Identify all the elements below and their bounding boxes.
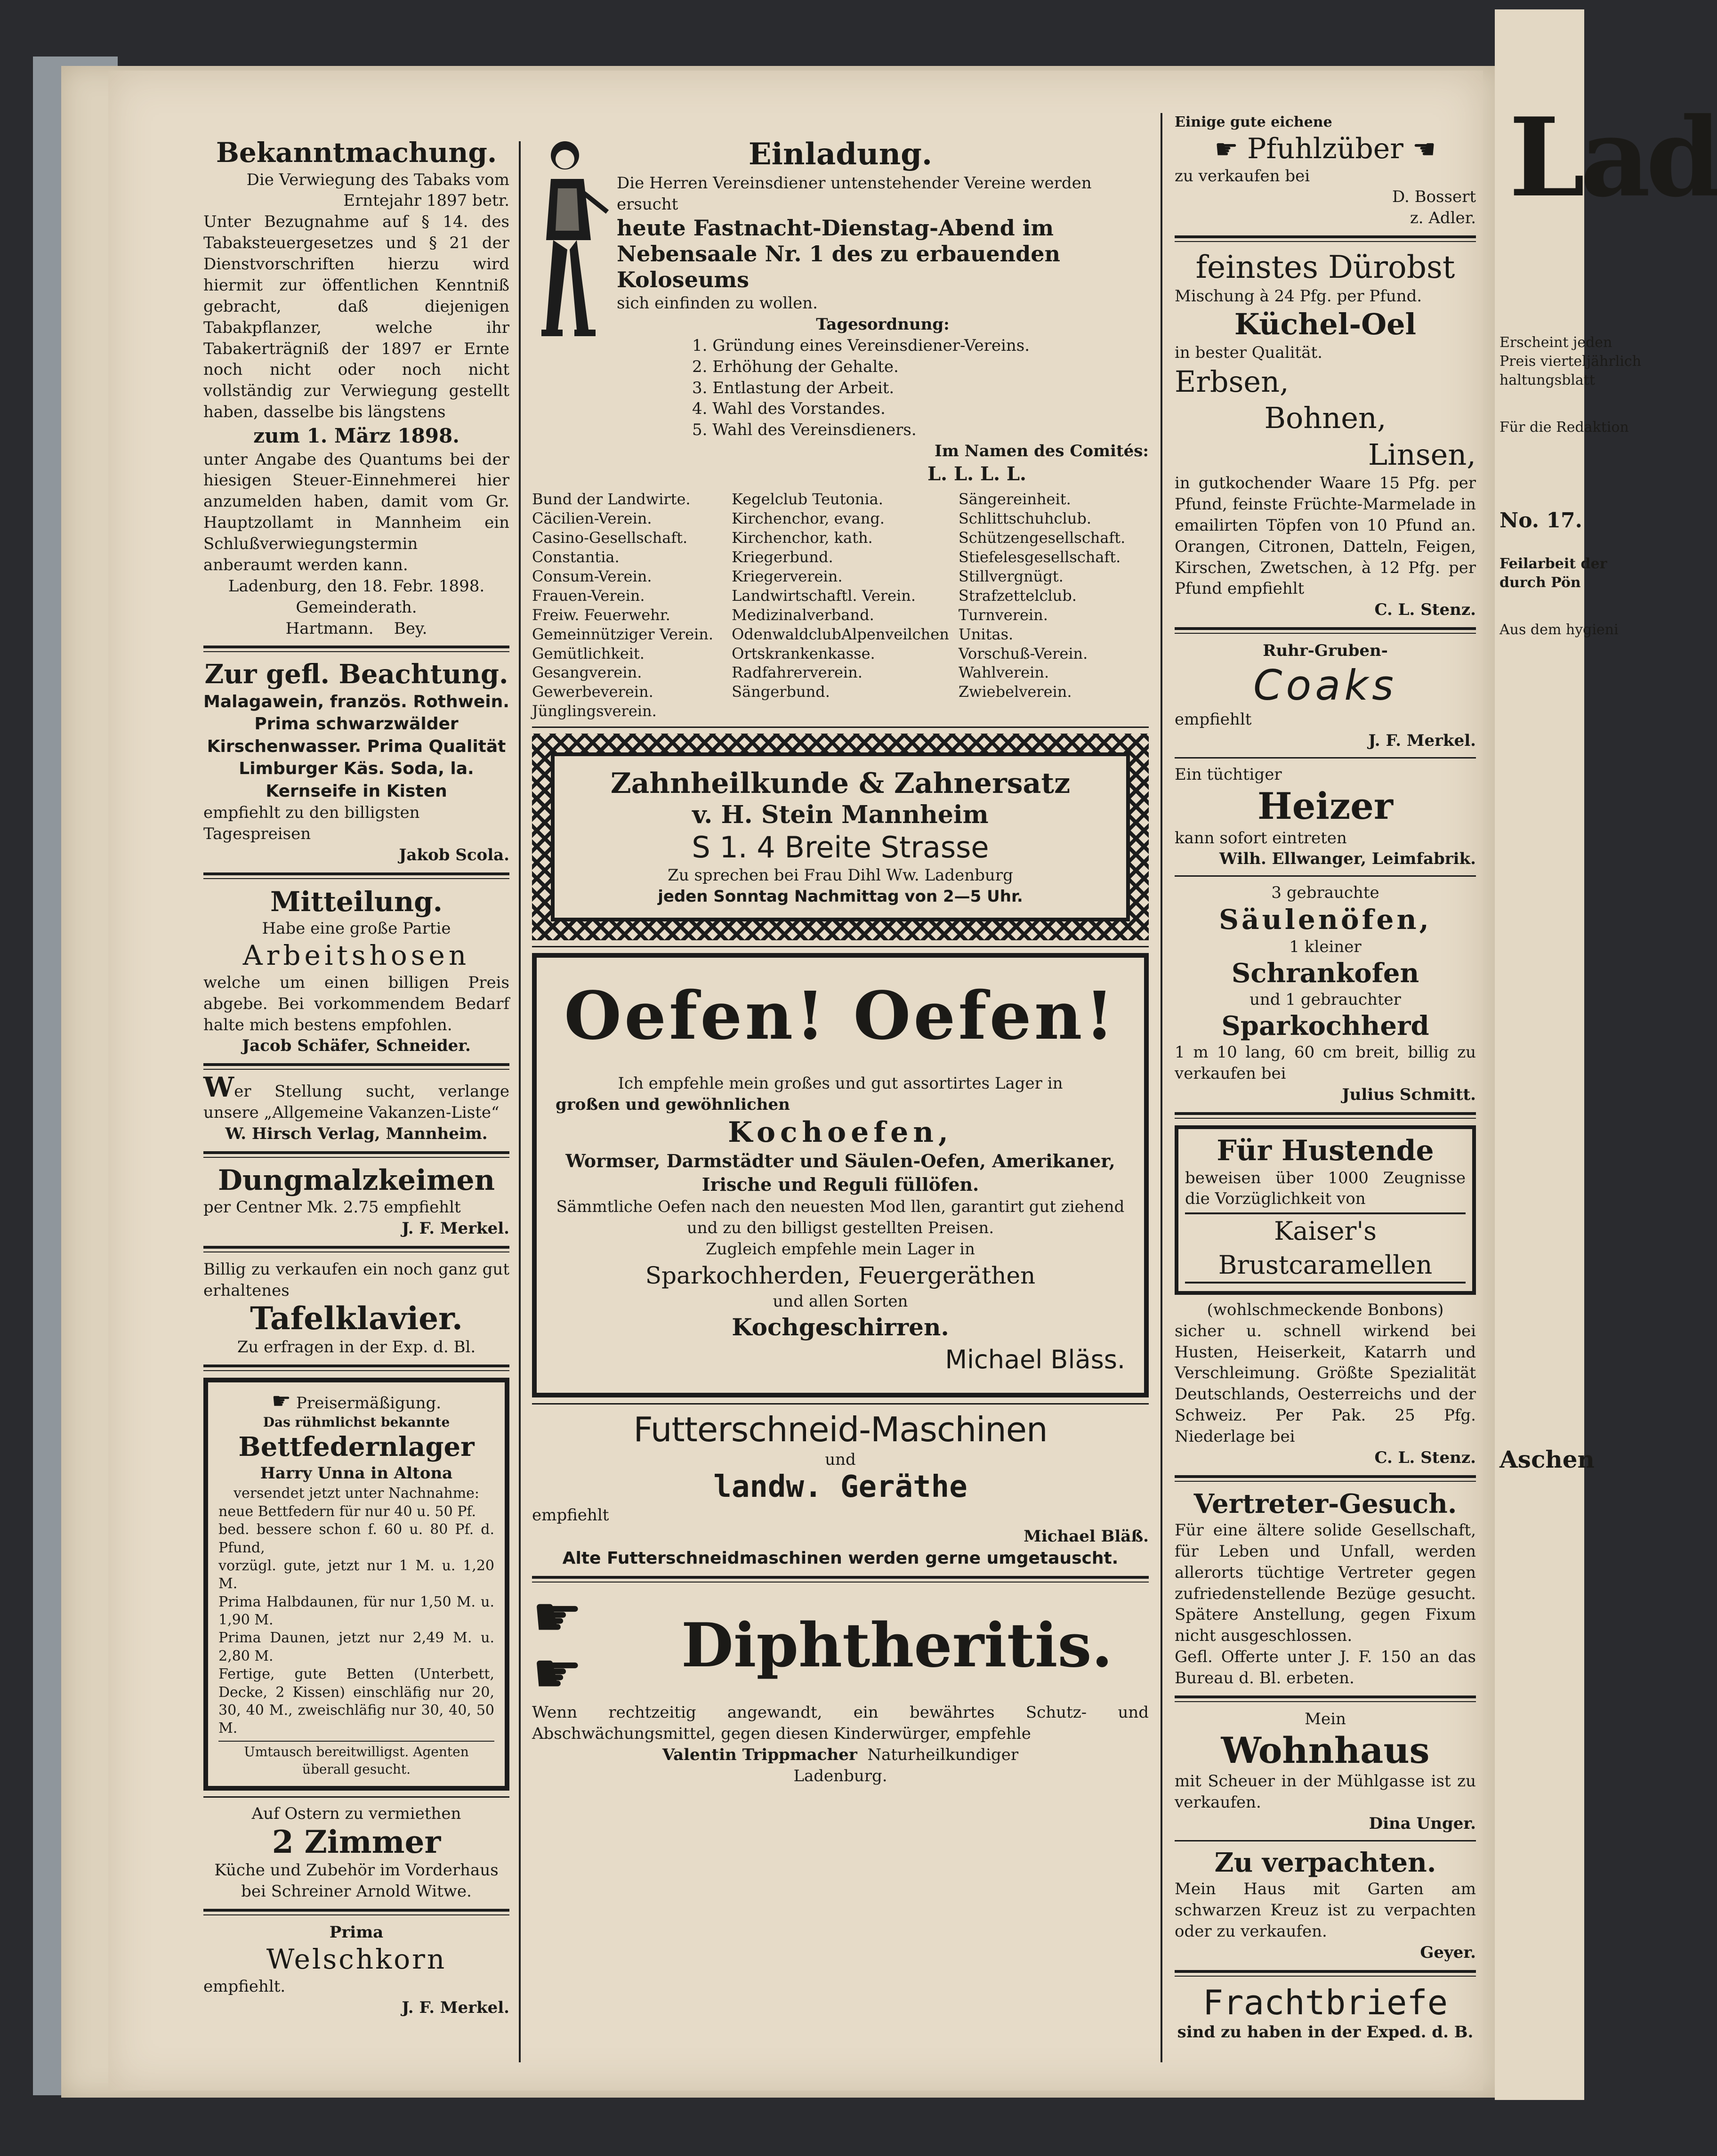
ad-futterschneid [532,1410,1149,1570]
pointing-hand-icon: ☛ [271,1388,291,1414]
ad-note: Alte Futterschneidmaschinen werden gerne umgetauscht. [562,1548,1119,1568]
ad-name: D. Bossert [1392,187,1476,207]
ad-heizer [1175,764,1476,870]
adjacent-masthead: Lad [1509,94,1717,221]
agenda-title: Tagesordnung: [816,315,950,334]
ad-beachtung [203,659,509,865]
ad-title: Heizer [1258,784,1393,828]
committee: Im Namen des Comités: [934,442,1149,461]
ad-where: Zu sprechen bei Frau Dihl Ww. Ladenburg [668,866,1013,885]
ad-name: C. L. Stenz. [1374,600,1476,620]
ad-title: Tafelklavier. [250,1300,463,1337]
ad-title: Einladung. [748,137,933,172]
ad-brand: Kaiser's Brustcaramellen [1185,1212,1466,1284]
ad-items-2: Kochgeschirren. [732,1313,949,1341]
ad-kicker: Prima [329,1923,384,1942]
ad-lead: Auf Ostern zu vermiethen [251,1804,461,1823]
ad-item: Erbsen, [1175,364,1289,399]
ad-item: vorzügl. gute, jetzt nur 1 M. u. 1,20 M. [218,1557,494,1592]
club-name: Bund der Landwirte. [532,490,691,508]
divider [532,1576,1149,1583]
ad-kicker-text: Preisermäßigung. [296,1394,442,1413]
ad-promise: Sämmtliche Oefen nach den neuesten Mod llen, garantirt gut ziehend und zu den billigst gestellten Preisen. [556,1197,1125,1237]
divider [203,872,509,879]
ad-title: Futterschneid-Maschinen [633,1409,1048,1449]
club-name: Landwirtschaftl. Verein. [732,586,916,605]
adjacent-page [1495,9,1717,2100]
ad-tail: sind zu haben in der Exped. d. B. [1177,2023,1474,2042]
ad-title: Oefen! Oefen! [564,977,1117,1055]
adjacent-fragment: haltungsblatt [1499,372,1595,388]
club-name: Stillvergnügt. [958,567,1064,585]
ad-tail: empfiehlt [532,1505,609,1525]
ad-title: Für Hustende [1217,1134,1434,1167]
ad-name: C. L. Stenz. [1374,1448,1476,1467]
column-middle [532,137,1149,1787]
ad-lead: Einige gute eichene [1175,114,1332,130]
ad-title: Diphtheritis. [681,1610,1113,1681]
ad-and: und [825,1450,856,1469]
club-name: Stiefelesgesellschaft. [958,548,1121,566]
ad-tafelklavier [203,1259,509,1358]
ad-also: Zugleich empfehle mein Lager in [706,1239,975,1259]
ad-intro-2: großen und gewöhnlichen [556,1095,790,1114]
club-name: OdenwaldclubAlpenveilchen [732,625,949,643]
notice-body: Unter Bezugnahme auf § 14. des Tabaksteuergesetzes und § 21 der Dienstvorschriften hierzu wird hiermit zur öffentlichen Kenntniß gebracht, daß diejenigen Tabakpflanzer, welche ihr Tabakerträgniß der 1897 er Ernte noch nicht oder noch nicht vollständig zur Verwiegung gestellt haben, dasselbe bis längstens [203,212,509,422]
club-name: Schützengesellschaft. [958,528,1126,547]
agenda-item: 3. Entlastung der Arbeit. [692,378,895,397]
adjacent-fragment: Für die Redaktion [1499,419,1629,436]
divider [203,1909,509,1915]
column-right [1175,113,1476,2043]
ad-wohnhaus [1175,1709,1476,1834]
ad-duerrobst [1175,249,1476,621]
ad-signature [532,1744,1149,1766]
ad-item: Prima Daunen, jetzt nur 2,49 M. u. 2,80 M. [218,1630,494,1664]
ad-tail: empfiehlt zu den billigsten Tagespreisen [203,803,420,844]
ad-text: er Stellung sucht, verlange unsere „Allgemeine Vakanzen-Liste“ [203,1082,509,1122]
ad-title: Zu verpachten. [1214,1847,1436,1878]
club-name: Consum-Verein. [532,567,652,585]
ad-mid: 1 kleiner [1289,937,1362,956]
ad-title: feinstes Dürobst [1195,249,1455,286]
ad-verpachten [1175,1847,1476,1963]
club-name: Radfahrerverein. [732,663,863,682]
ad-kind: Kochoefen, [728,1115,953,1149]
ad-title: Frachtbriefe [1202,1982,1448,2022]
club-name: Kegelclub Teutonia. [732,490,883,508]
ad-item: bed. bessere schon f. 60 u. 80 Pf. d. Pfund, [218,1521,494,1556]
ad-title: Zahnheilkunde & Zahnersatz [610,767,1071,800]
jester-figure-icon [532,132,612,353]
ad-name: Wilh. Ellwanger, Leimfabrik. [1219,849,1476,869]
ad-sub: (wohlschmeckende Bonbons) [1207,1300,1444,1319]
ad-title: Coaks [1253,661,1398,710]
ad-body-2: sicher u. schnell wirkend bei Husten, Heiserkeit, Katarrh und Verschleimung. Größte Spezialität Deutschlands, Oesterreichs und der Schweiz. Per Pak. 25 Pfg. Niederlage bei [1175,1321,1476,1446]
pointing-hand-icon: ☛ [1214,134,1238,165]
ad-oil: Küchel-Oel [1234,307,1417,342]
ad-hustende [1175,1125,1476,1295]
ad-body: in gutkochender Waare 15 Pfg. per Pfund, feinste Früchte-Marmelade in emailirten Töpfen von 10 Pfund an. Orangen, Citronen, Datteln, Feigen, Kirschen, Zwetschen, à 12 Pfg. per Pfund empfiehlt [1175,474,1476,598]
adjacent-fragment: Preis vierteljährlich [1499,353,1642,370]
adjacent-fragment: Feilarbeit der [1499,556,1607,572]
ad-body: 1 m 10 lang, 60 cm breit, billig zu verkaufen bei [1175,1042,1476,1083]
ad-name: Dina Unger. [1369,1814,1476,1833]
ad-title: Welschkorn [266,1943,447,1976]
club-name: Frauen-Verein. [532,586,645,605]
ad-intro: versendet jetzt unter Nachnahme: [234,1485,479,1502]
adjacent-fragment: No. 17. [1499,509,1582,533]
ad-title: Vertreter-Gesuch. [1193,1488,1457,1519]
ad-firm: Harry Unna in Altona [260,1464,453,1483]
divider [203,1796,509,1798]
club-name: Schlittschuhclub. [958,509,1092,527]
ad-title: Bettfedernlager [238,1431,475,1463]
ad-vertreter [1175,1488,1476,1689]
signature-suffix: Bey. [394,619,427,638]
adjacent-fragment: Aus dem hygieni [1499,622,1619,638]
ad-when: jeden Sonntag Nachmittag von 2—5 Uhr. [658,887,1023,906]
ad-name: J. F. Merkel. [402,1998,509,2017]
club-list [532,490,1149,721]
ad-tail: empfiehlt. [203,1977,286,1996]
ad-coaks [1175,640,1476,751]
agenda-item: 1. Gründung eines Vereinsdiener-Vereins. [692,336,1030,355]
ad-loc: z. Adler. [1410,209,1476,228]
ad-name: Michael Bläß. [1024,1526,1149,1546]
divider [203,1063,509,1070]
ad-event: heute Fastnacht-Dienstag-Abend im Nebensaale Nr. 1 des zu erbauenden Koloseums [617,215,1060,292]
divider [1175,235,1476,242]
ad-place: Ladenburg. [793,1766,887,1785]
ad-name: Michael Bläss. [945,1345,1125,1375]
club-name: Kriegerverein. [732,567,843,585]
ad-publisher: W. Hirsch Verlag, Mannheim. [225,1124,488,1144]
ad-item: Bohnen, [1264,401,1386,436]
ad-zimmer [203,1803,509,1903]
divider [1175,757,1476,759]
ad-title-2: landw. Geräthe [713,1470,967,1505]
ad-intro: Ich empfehle mein großes und gut assortirtes Lager in [618,1074,1063,1093]
ad-zahnheilkunde [532,734,1149,940]
ad-role: Naturheilkundiger [867,1745,1019,1764]
divider [1175,627,1476,634]
notice-lead: Die Verwiegung des Tabaks vom Erntejahr 1897 betr. [246,170,509,210]
ad-lead: Habe eine große Partie [262,919,451,938]
notice-signature [203,618,509,639]
notice-date: zum 1. März 1898. [253,424,459,448]
ad-welschkorn [203,1922,509,2018]
ad-mid-2: und 1 gebrauchter [1249,990,1401,1009]
club-name: Zwiebelverein. [958,683,1072,701]
ad-title-text: Pfuhlzüber [1247,132,1403,165]
ad-lead: Ruhr-Gruben- [1263,641,1388,661]
club-name: Wahlverein. [958,663,1049,682]
adjacent-fragment: durch Pön [1499,574,1581,591]
ad-body: beweisen über 1000 Zeugnisse die Vorzüglichkeit von [1185,1168,1466,1209]
ad-lead: 3 gebrauchte [1271,883,1379,903]
ad-address: S 1. 4 Breite Strasse [692,830,989,864]
ad-title: 2 Zimmer [272,1823,441,1860]
club-name: Gesangverein. [532,663,642,682]
ad-body: Mein Haus mit Garten am schwarzen Kreuz ist zu verpachten oder zu verkaufen. [1175,1880,1476,1941]
agenda-item: 2. Erhöhung der Gehalte. [692,357,899,376]
ad-tail: kann sofort eintreten [1175,828,1347,848]
ad-body: Küche und Zubehör im Vorderhaus bei Schreiner Arnold Witwe. [214,1861,499,1901]
pointing-hand-icon: ☛ [532,1584,583,1650]
ad-item: Arbeitshosen [242,939,470,972]
notice-bekanntmachung [203,137,509,639]
committee-short: L. L. L. L. [927,463,1026,485]
ad-name: J. F. Merkel. [1368,731,1476,751]
ad-item: Prima Halbdaunen, für nur 1,50 M. u. 1,90 M. [218,1593,494,1629]
ad-quality: in bester Qualität. [1175,343,1322,362]
club-name: Sängereinheit. [958,490,1071,508]
ad-lead: Mein [1305,1709,1346,1728]
divider [203,1246,509,1252]
ad-intro: Die Herren Vereinsdiener untenstehender Vereine werden ersucht [617,173,1092,214]
club-name: Gemeinnütziger Verein. [532,625,714,643]
column-left [203,137,509,2018]
club-name: Turnverein. [958,606,1048,624]
column-rule [1161,113,1162,2062]
divider [203,1365,509,1371]
ad-dungmalz [203,1164,509,1239]
club-name: Medizinalverband. [732,606,874,624]
divider [532,1403,1149,1405]
club-name: Vorschuß-Verein. [958,644,1088,662]
ad-body: per Centner Mk. 2.75 empfiehlt [203,1197,461,1217]
ad-title: Dungmalzkeimen [218,1163,495,1197]
notice-signer: Gemeinderath. [296,598,417,617]
signature-name: Hartmann. [285,619,374,638]
ad-name: J. F. Merkel. [402,1219,509,1238]
drop-initial: W [203,1071,234,1104]
club-name: Kirchenchor, kath. [732,528,873,547]
club-name: Sängerbund. [732,683,830,701]
ad-and: und allen Sorten [773,1292,908,1311]
adjacent-fragment: Aschen [1499,1445,1595,1473]
ad-diphtheritis [532,1584,1149,1787]
ad-tail: Zu erfragen in der Exp. d. Bl. [237,1338,476,1357]
ad-name: Jakob Scola. [399,845,509,864]
club-name: Cäcilien-Verein. [532,509,652,527]
ad-kicker [218,1390,494,1414]
club-name: Constantia. [532,548,620,566]
notice-body-2: unter Angabe des Quantums bei der hiesigen Steuer-Einnehmerei hier anzumelden haben, damit vom Gr. Hauptzollamt in Mannheim ein Schlußverwiegungstermin anberaumt werden kann. [203,450,509,574]
ad-items: Sparkochherden, Feuergeräthen [645,1261,1036,1289]
club-name: Kriegerbund. [732,548,833,566]
club-name: Gemütlichkeit. [532,644,645,662]
ad-lead: Ein tüchtiger [1175,765,1282,784]
ad-title: Wohnhaus [1221,1729,1430,1771]
agenda-item: 4. Wahl des Vorstandes. [692,399,886,419]
ad-item: Fertige, gute Betten (Unterbett, Decke, 2 Kissen) einschläfig nur 20, 30, 40 M., zweischläfig nur 30, 40, 50 M. [218,1666,494,1737]
divider [203,1151,509,1158]
ad-body: Malagawein, französ. Rothwein. Prima schwarzwälder Kirschenwasser. Prima Qualität Limburger Käs. Soda, la. Kernseife in Kisten [203,692,509,801]
ad-frachtbriefe [1175,1983,1476,2043]
ad-title-3: Sparkochherd [1221,1010,1429,1042]
ad-body: welche um einen billigen Preis abgebe. Bei vorkommendem Bedarf halte mich bestens empfohlen. [203,973,509,1034]
ad-bettfedern [203,1378,509,1790]
ad-tail: empfiehlt [1175,710,1252,729]
ad-types: Wormser, Darmstädter und Säulen-Oefen, Amerikaner, Irische und Reguli füllöfen. [565,1150,1115,1195]
ad-saeulenoefen [1175,882,1476,1105]
ad-body: Wenn rechtzeitig angewandt, ein bewährtes Schutz- und Abschwächungsmittel, gegen diesen Kinderwürger, empfehle [532,1703,1149,1744]
divider [1175,1696,1476,1702]
club-name: Jünglingsverein. [532,702,657,720]
club-name: Ortskrankenkasse. [732,644,875,662]
column-rule [519,141,521,2062]
ad-mitteilung [203,886,509,1057]
ad-stellung [203,1071,509,1145]
hand-pair [532,1584,645,1707]
notice-place: Ladenburg, den 18. Febr. 1898. [228,576,485,596]
ad-name: Valentin Trippmacher [662,1745,857,1764]
club-name: Gewerbeverein. [532,683,653,701]
ad-body: Für eine ältere solide Gesellschaft, für Leben und Unfall, werden allerorts tüchtige Vertreter gegen zufriedenstellende Bezüge gesucht. Spätere Anstellung, gegen Fixum nicht ausgeschlossen. [1175,1520,1476,1646]
ad-title-2: Schrankofen [1231,957,1419,989]
ad-body: mit Scheuer in der Mühlgasse ist zu verkaufen. [1175,1772,1476,1812]
divider [532,727,1149,728]
divider [1175,1475,1476,1482]
ad-contact: Gefl. Offerte unter J. F. 150 an das Bureau d. Bl. erbeten. [1175,1647,1476,1688]
ad-name: v. H. Stein Mannheim [692,800,989,830]
club-name: Unitas. [958,625,1014,643]
ad-tail: zu verkaufen bei [1175,166,1310,186]
ad-title: Säulenöfen, [1219,904,1432,936]
ad-lead: Billig zu verkaufen ein noch ganz gut erhaltenes [203,1260,509,1300]
ad-title: Mitteilung. [270,885,443,918]
adjacent-fragment: Erscheint jeden [1499,334,1612,351]
club-name: Casino-Gesellschaft. [532,528,688,547]
divider [1175,1970,1476,1977]
club-name: Freiw. Feuerwehr. [532,606,670,624]
club-name: Strafzettelclub. [958,586,1077,605]
ad-body [203,1071,509,1123]
ad-mix: Mischung à 24 Pfg. per Pfund. [1175,287,1422,306]
ad-pfuhlzueber [1175,113,1476,229]
ad-einladung [532,137,1149,721]
divider [203,646,509,652]
divider [1175,1840,1476,1841]
club-name: Kirchenchor, evang. [732,509,885,527]
ad-footer: Umtausch bereitwilligst. Agenten überall gesucht. [218,1741,494,1778]
ad-oefen [532,953,1149,1397]
divider [1175,875,1476,877]
ad-name: Julius Schmitt. [1342,1085,1476,1104]
pointing-hand-icon: ☚ [1412,134,1436,165]
ad-sub: Das rühmlichst bekannte [263,1414,450,1430]
ad-item: Linsen, [1368,437,1476,472]
divider [1175,1112,1476,1119]
ad-title: Zur gefl. Beachtung. [204,659,508,690]
agenda-item: 5. Wahl des Vereinsdieners. [692,420,917,440]
divider [532,946,1149,947]
ad-title [1175,132,1476,166]
ad-name: Geyer. [1420,1943,1476,1962]
ad-tail: sich einfinden zu wollen. [617,294,818,313]
pointing-hand-icon: ☛ [532,1641,583,1707]
ad-name: Jacob Schäfer, Schneider. [242,1036,471,1056]
notice-title: Bekanntmachung. [216,137,497,169]
ad-item: neue Bettfedern für nur 40 u. 50 Pf. [218,1503,476,1520]
